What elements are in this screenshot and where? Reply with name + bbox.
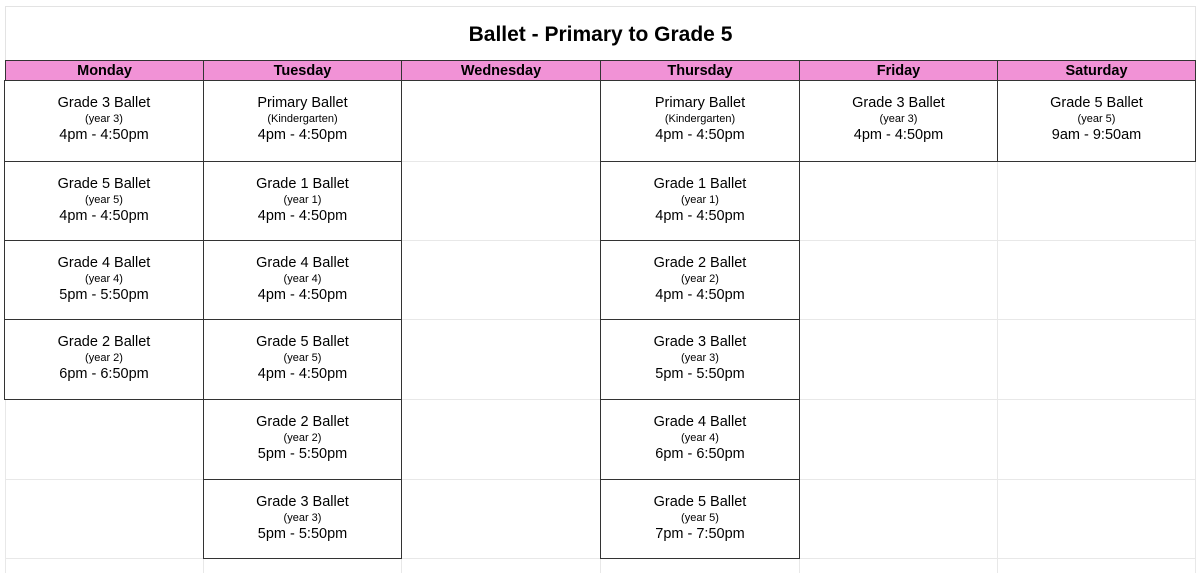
class-year: (year 4) — [681, 432, 719, 444]
class-time: 4pm - 4:50pm — [59, 208, 149, 224]
class-time: 6pm - 6:50pm — [655, 446, 745, 462]
class-name: Grade 5 Ballet — [256, 334, 349, 350]
class-name: Grade 3 Ballet — [256, 494, 349, 510]
empty-cell — [204, 559, 402, 573]
empty-cell — [998, 241, 1196, 320]
class-time: 4pm - 4:50pm — [257, 287, 348, 303]
class-year: (year 3) — [283, 512, 322, 524]
class-cell — [4, 319, 204, 400]
class-name: Grade 1 Ballet — [256, 176, 349, 192]
class-year: (year 3) — [879, 113, 918, 125]
class-name: Grade 2 Ballet — [256, 414, 349, 430]
timetable-sheet — [5, 6, 1196, 567]
class-cell — [203, 479, 402, 559]
class-year: (year 4) — [283, 273, 322, 285]
class-year: (year 4) — [85, 273, 123, 285]
class-cell — [4, 80, 204, 162]
class-cell — [600, 479, 800, 559]
page-title: Ballet - Primary to Grade 5 — [468, 22, 733, 46]
empty-cell — [5, 480, 204, 559]
class-year: (year 2) — [283, 432, 322, 444]
class-time: 4pm - 4:50pm — [257, 208, 348, 224]
class-cell — [203, 161, 402, 241]
class-cell — [997, 80, 1196, 162]
class-time: 4pm - 4:50pm — [853, 127, 944, 143]
class-year: (year 2) — [681, 273, 719, 285]
empty-cell — [800, 320, 998, 400]
class-name: Grade 4 Ballet — [57, 255, 151, 271]
class-year: (year 5) — [85, 194, 123, 206]
schedule-grid — [5, 60, 1196, 567]
empty-cell — [402, 320, 601, 400]
empty-cell — [402, 400, 601, 480]
empty-cell — [5, 559, 204, 573]
empty-cell — [998, 559, 1196, 573]
class-name: Grade 5 Ballet — [653, 494, 747, 510]
class-name: Grade 5 Ballet — [1050, 95, 1143, 111]
empty-cell — [402, 241, 601, 320]
day-header-wednesday: Wednesday — [402, 60, 601, 81]
empty-cell — [998, 162, 1196, 241]
class-time: 6pm - 6:50pm — [59, 366, 149, 382]
day-header-monday: Monday — [5, 60, 204, 81]
empty-cell — [402, 480, 601, 559]
empty-cell — [5, 400, 204, 480]
class-cell — [4, 240, 204, 320]
class-time: 5pm - 5:50pm — [655, 366, 745, 382]
day-header-thursday: Thursday — [601, 60, 800, 81]
class-time: 4pm - 4:50pm — [257, 366, 348, 382]
class-name: Grade 1 Ballet — [653, 176, 747, 192]
day-header-saturday: Saturday — [998, 60, 1196, 81]
empty-cell — [800, 559, 998, 573]
class-name: Grade 5 Ballet — [57, 176, 151, 192]
class-time: 5pm - 5:50pm — [257, 446, 348, 462]
class-cell — [600, 399, 800, 480]
class-cell — [203, 80, 402, 162]
class-cell — [4, 161, 204, 241]
class-name: Primary Ballet — [654, 95, 746, 111]
class-time: 4pm - 4:50pm — [655, 208, 745, 224]
empty-cell — [998, 480, 1196, 559]
class-cell — [600, 240, 800, 320]
empty-cell — [800, 480, 998, 559]
empty-cell — [800, 162, 998, 241]
class-year: (year 5) — [1077, 113, 1116, 125]
class-name: Grade 3 Ballet — [57, 95, 151, 111]
class-cell — [600, 319, 800, 400]
title-row — [5, 6, 1196, 60]
class-cell — [600, 80, 800, 162]
empty-cell — [402, 81, 601, 162]
class-time: 9am - 9:50am — [1051, 127, 1142, 143]
class-name: Grade 2 Ballet — [57, 334, 151, 350]
class-year: (year 1) — [283, 194, 322, 206]
day-header-tuesday: Tuesday — [204, 60, 402, 81]
class-cell — [203, 399, 402, 480]
class-name: Primary Ballet — [257, 95, 348, 111]
empty-cell — [601, 559, 800, 573]
empty-cell — [800, 241, 998, 320]
class-cell — [203, 240, 402, 320]
class-time: 4pm - 4:50pm — [655, 127, 745, 143]
class-year: (year 2) — [85, 352, 123, 364]
class-time: 4pm - 4:50pm — [655, 287, 745, 303]
class-year: (year 3) — [681, 352, 719, 364]
class-year: (year 5) — [283, 352, 322, 364]
class-year: (year 1) — [681, 194, 719, 206]
class-year: (Kindergarten) — [664, 113, 736, 125]
day-header-friday: Friday — [800, 60, 998, 81]
class-time: 4pm - 4:50pm — [257, 127, 348, 143]
empty-cell — [402, 162, 601, 241]
class-name: Grade 2 Ballet — [653, 255, 747, 271]
class-cell — [203, 319, 402, 400]
class-cell — [799, 80, 998, 162]
class-year: (year 3) — [85, 113, 123, 125]
empty-cell — [998, 400, 1196, 480]
class-cell — [600, 161, 800, 241]
class-name: Grade 4 Ballet — [256, 255, 349, 271]
class-time: 7pm - 7:50pm — [655, 526, 745, 542]
class-year: (year 5) — [681, 512, 719, 524]
empty-cell — [800, 400, 998, 480]
class-time: 4pm - 4:50pm — [59, 127, 149, 143]
class-time: 5pm - 5:50pm — [59, 287, 149, 303]
class-name: Grade 4 Ballet — [653, 414, 747, 430]
class-name: Grade 3 Ballet — [852, 95, 945, 111]
class-name: Grade 3 Ballet — [653, 334, 747, 350]
class-year: (Kindergarten) — [267, 113, 338, 125]
class-time: 5pm - 5:50pm — [257, 526, 348, 542]
empty-cell — [998, 320, 1196, 400]
empty-cell — [402, 559, 601, 573]
